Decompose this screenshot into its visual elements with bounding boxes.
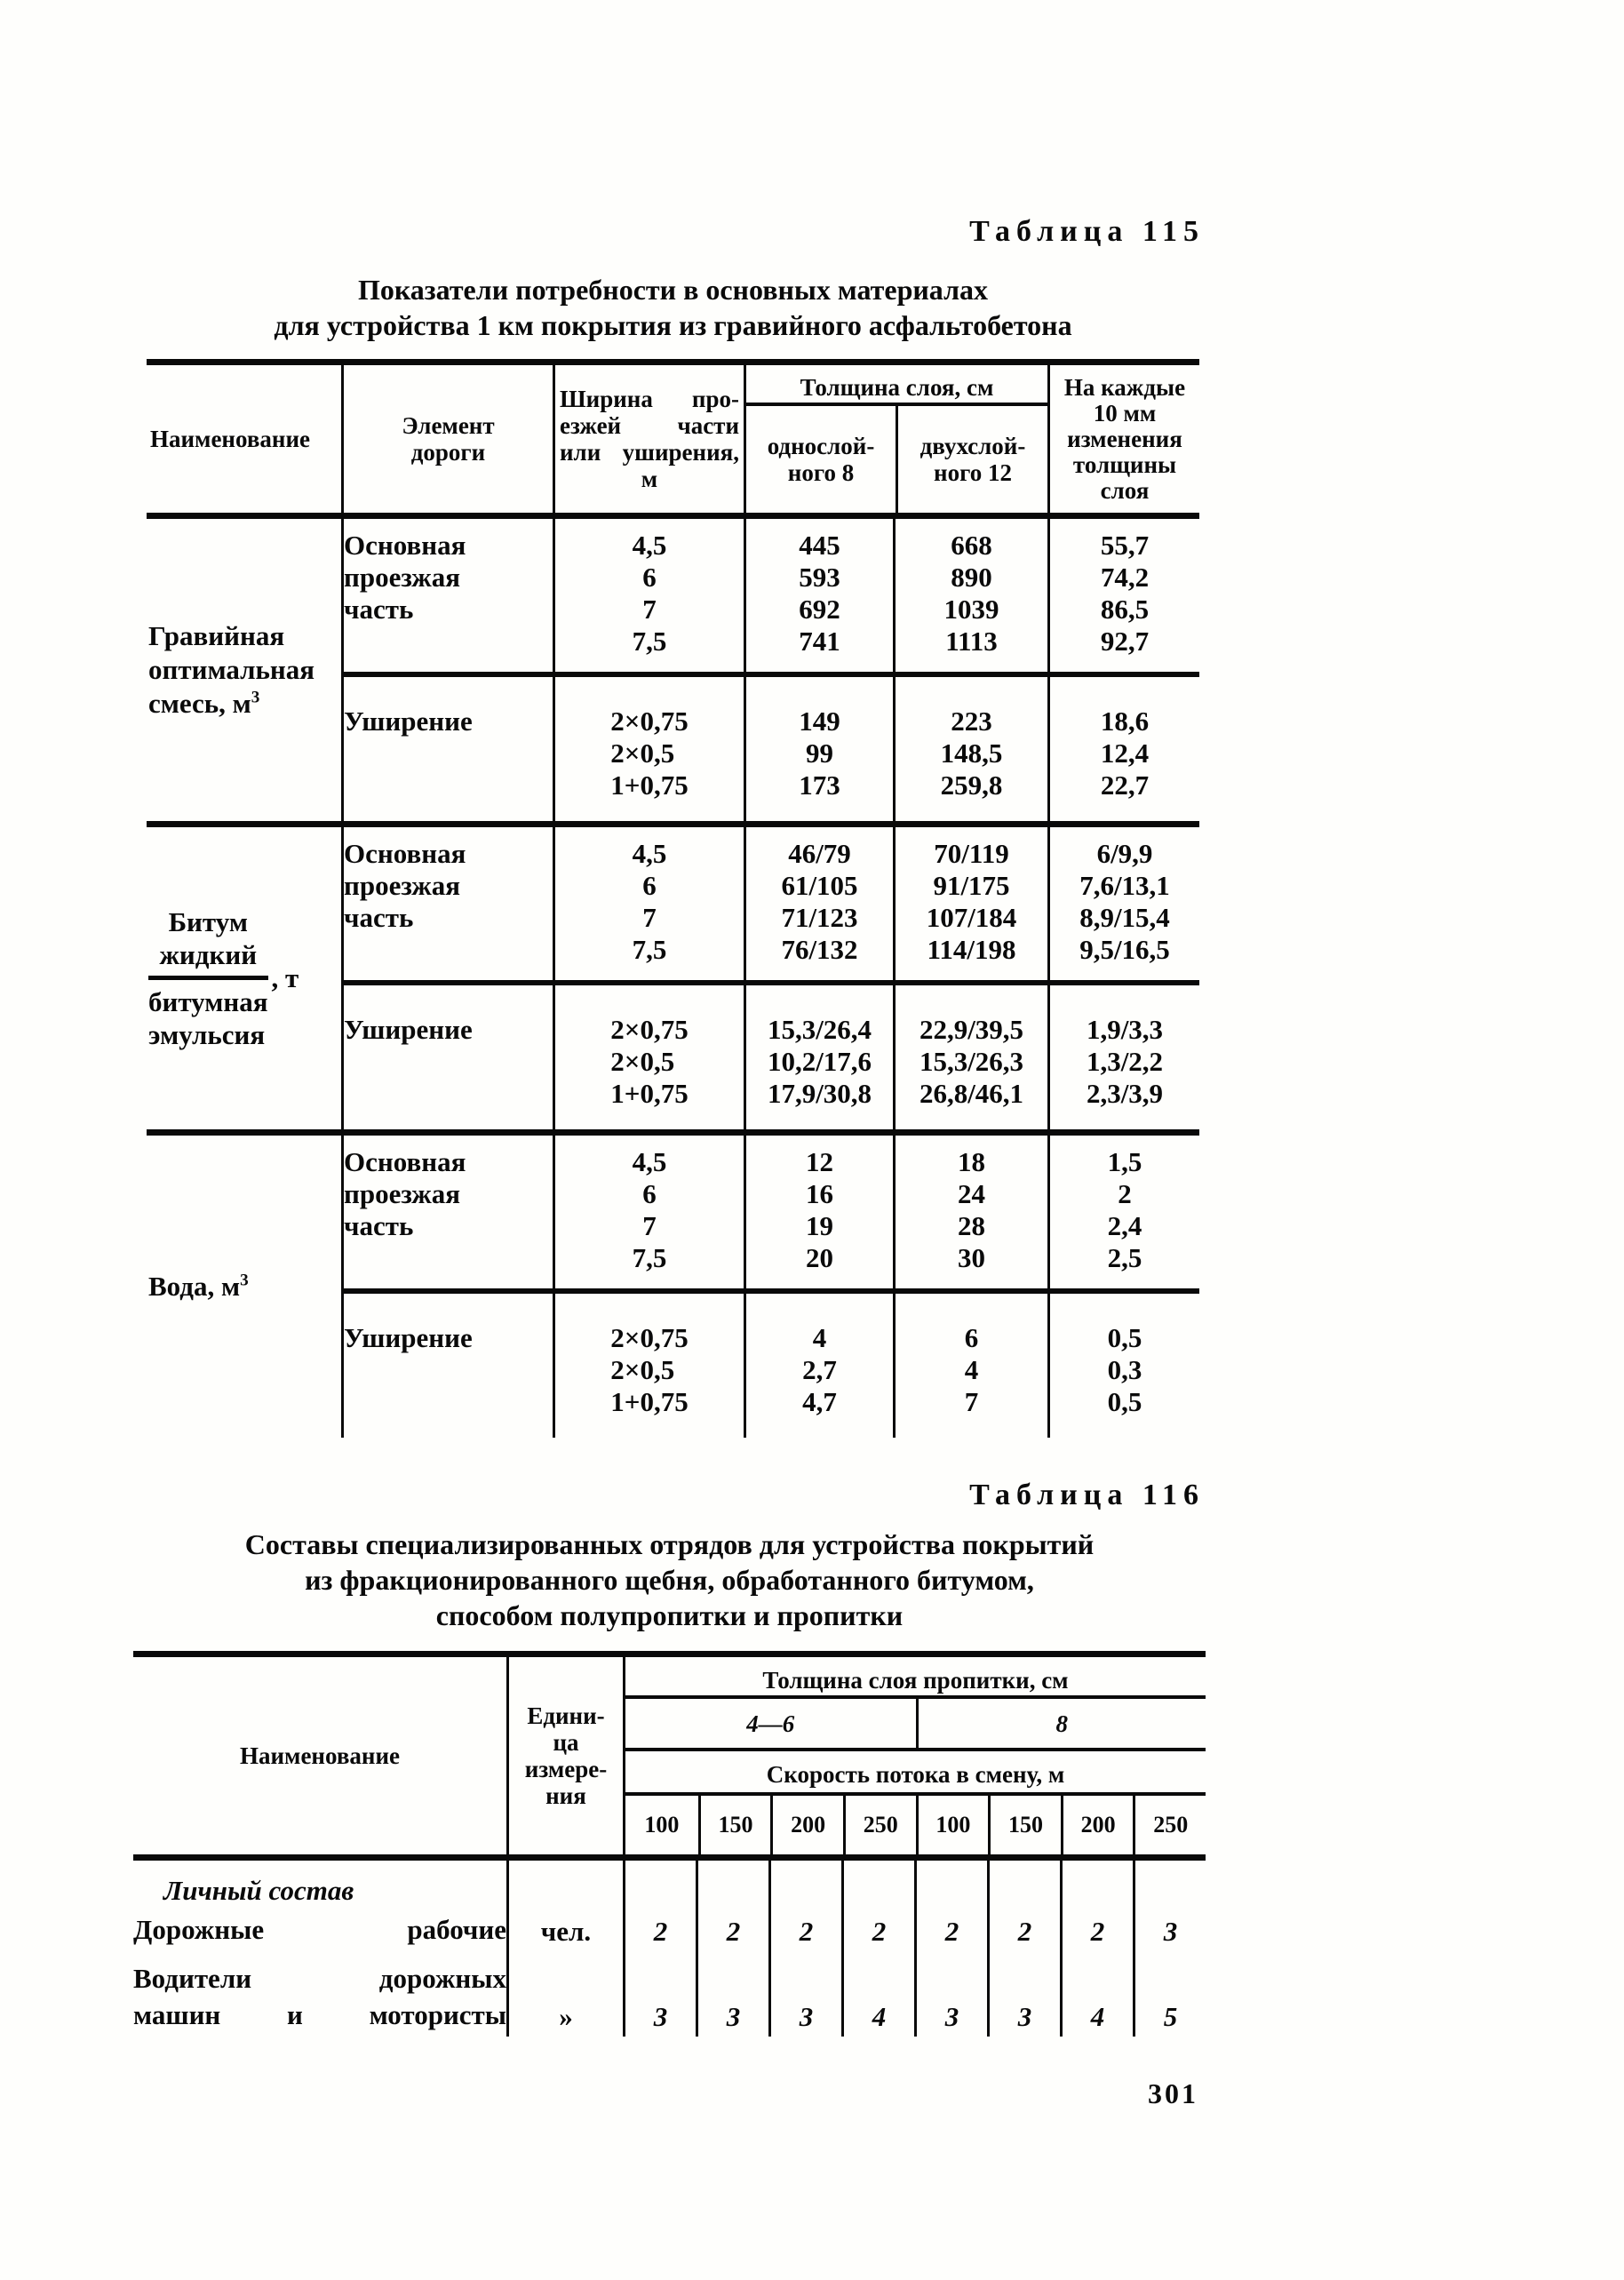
double-layer-values: 18 24 28 30 bbox=[893, 1136, 1047, 1294]
superscript: 3 bbox=[251, 688, 260, 707]
material-unit: , т bbox=[271, 962, 299, 993]
section-personnel: Личный состав bbox=[163, 1875, 354, 1906]
table116 bbox=[133, 1651, 1206, 2037]
range-4-6: 4—6 bbox=[746, 1710, 795, 1737]
crew-value: 2 bbox=[768, 1909, 841, 1951]
single-layer-values: 4 2,7 4,7 bbox=[744, 1294, 893, 1438]
per10mm-values: 18,6 12,4 22,7 bbox=[1047, 677, 1199, 821]
header-name: Наименование bbox=[240, 1742, 400, 1769]
header-single-layer: однослой- ного 8 bbox=[767, 433, 875, 486]
speed-col: 250 bbox=[843, 1796, 916, 1854]
crew-value: 4 bbox=[841, 1951, 914, 2037]
speed-col: 150 bbox=[698, 1796, 771, 1854]
row-road-workers: Дорожные рабочие bbox=[133, 1914, 506, 1945]
superscript: 3 bbox=[240, 1271, 249, 1290]
crew-value: 3 bbox=[1133, 1909, 1206, 1951]
header-unit-of-measure: Едини- ца измере- ния bbox=[506, 1657, 623, 1854]
header-flow-speed: Скорость потока в смену, м bbox=[625, 1751, 1206, 1796]
material-label: Гравийная оптимальная смесь, $м^3$ bbox=[148, 620, 315, 719]
element-widening: Уширение bbox=[341, 1294, 553, 1438]
per10mm-values: 1,9/3,3 1,3/2,2 2,3/3,9 bbox=[1047, 985, 1199, 1129]
table116-title: Составы специализированных отрядов для устройства покрытий из фракционированного щебня, обработанного битумом, способом полупропитки и пропитки bbox=[244, 1528, 1095, 1631]
element-widening: Уширение bbox=[341, 677, 553, 821]
element-main-carriageway: Основная проезжая часть bbox=[341, 519, 553, 677]
speed-col: 250 bbox=[1133, 1796, 1206, 1854]
widths-values: 2×0,75 2×0,5 1+0,75 bbox=[553, 985, 744, 1129]
single-layer-values: 149 99 173 bbox=[744, 677, 893, 821]
unit-value: чел. bbox=[506, 1909, 623, 1951]
per10mm-values: 55,7 74,2 86,5 92,7 bbox=[1047, 519, 1199, 677]
speed-col: 100 bbox=[644, 1812, 680, 1838]
crew-value: 2 bbox=[914, 1909, 987, 1951]
header-thickness-group bbox=[744, 365, 1047, 513]
range-8: 8 bbox=[916, 1699, 1206, 1748]
header-double-layer: двухслой- ного 12 bbox=[896, 406, 1047, 513]
double-layer-values: 22,9/39,5 15,3/26,3 26,8/46,1 bbox=[893, 985, 1047, 1129]
widths-values: 2×0,75 2×0,5 1+0,75 bbox=[553, 1294, 744, 1438]
single-layer-values: 12 16 19 20 bbox=[744, 1136, 893, 1294]
header-speed-values bbox=[625, 1796, 1206, 1854]
double-layer-values: 70/119 91/175 107/184 114/198 bbox=[893, 827, 1047, 985]
double-layer-values: 223 148,5 259,8 bbox=[893, 677, 1047, 821]
double-layer-values: 668 890 1039 1113 bbox=[893, 519, 1047, 677]
speed-col: 200 bbox=[770, 1796, 843, 1854]
material-label bbox=[147, 827, 341, 1129]
speed-col: 200 bbox=[1061, 1796, 1134, 1854]
per10mm-values: 6/9,9 7,6/13,1 8,9/15,4 9,5/16,5 bbox=[1047, 827, 1199, 985]
row-machine-drivers: Водители дорожных машин и мотористы bbox=[133, 1963, 506, 2030]
crew-value: 2 bbox=[696, 1909, 768, 1951]
table116-label: Таблица 116 bbox=[969, 1479, 1205, 1511]
crew-value: 2 bbox=[623, 1909, 696, 1951]
single-layer-values: 15,3/26,4 10,2/17,6 17,9/30,8 bbox=[744, 985, 893, 1129]
crew-value: 3 bbox=[768, 1951, 841, 2037]
per10mm-values: 1,5 2 2,4 2,5 bbox=[1047, 1136, 1199, 1294]
per10mm-values: 0,5 0,3 0,5 bbox=[1047, 1294, 1199, 1438]
speed-col: 150 bbox=[988, 1796, 1061, 1854]
widths-values: 4,5 6 7 7,5 bbox=[553, 827, 744, 985]
speed-col: 100 bbox=[916, 1796, 989, 1854]
table115-header bbox=[147, 359, 1199, 519]
table115-label: Таблица 115 bbox=[969, 215, 1205, 248]
double-layer-values: 6 4 7 bbox=[893, 1294, 1047, 1438]
page-number: 301 bbox=[1148, 2077, 1198, 2109]
header-name: Наименование bbox=[150, 426, 310, 452]
element-main-carriageway: Основная проезжая часть bbox=[341, 827, 553, 985]
widths-values: 2×0,75 2×0,5 1+0,75 bbox=[553, 677, 744, 821]
widths-values: 4,5 6 7 7,5 bbox=[553, 519, 744, 677]
crew-value: 3 bbox=[623, 1951, 696, 2037]
crew-value: 3 bbox=[696, 1951, 768, 2037]
crew-value: 2 bbox=[841, 1909, 914, 1951]
crew-value: 5 bbox=[1133, 1951, 1206, 2037]
crew-value: 3 bbox=[987, 1951, 1060, 2037]
block-water bbox=[147, 1136, 1199, 1438]
unit-ditto-mark: » bbox=[506, 1951, 623, 2037]
header-impregnation-group bbox=[623, 1657, 1206, 1854]
crew-value: 2 bbox=[987, 1909, 1060, 1951]
element-main-carriageway: Основная проезжая часть bbox=[341, 1136, 553, 1294]
header-width: Ширина про- езжей части или уширения, м bbox=[553, 365, 744, 513]
single-layer-values: 445 593 692 741 bbox=[744, 519, 893, 677]
single-layer-values: 46/79 61/105 71/123 76/132 bbox=[744, 827, 893, 985]
header-impregnation-thickness: Толщина слоя пропитки, см bbox=[625, 1657, 1206, 1699]
header-thickness-title: Толщина слоя, см bbox=[746, 365, 1047, 406]
crew-value: 2 bbox=[1060, 1909, 1133, 1951]
material-label: Вода, $м^3$ bbox=[148, 1271, 249, 1302]
block-gravel-mix bbox=[147, 519, 1199, 827]
crew-value: 3 bbox=[914, 1951, 987, 2037]
crew-value: 4 bbox=[1060, 1951, 1133, 2037]
block-bitumen bbox=[147, 827, 1199, 1136]
table115-title: Показатели потребности в основных материалах для устройства 1 км покрытия из гравийного асфальтобетона bbox=[274, 274, 1072, 341]
table116-body bbox=[133, 1861, 1206, 2037]
material-fraction: Битум жидкий битумная эмульсия , т bbox=[148, 906, 299, 1050]
header-per10mm: На каждые 10 мм изменения толщины слоя bbox=[1047, 365, 1199, 513]
header-road-element: Элемент дороги bbox=[341, 365, 553, 513]
element-widening: Уширение bbox=[341, 985, 553, 1129]
widths-values: 4,5 6 7 7,5 bbox=[553, 1136, 744, 1294]
header-thickness-ranges bbox=[625, 1699, 1206, 1751]
table116-header bbox=[133, 1651, 1206, 1861]
table115 bbox=[147, 359, 1199, 1438]
